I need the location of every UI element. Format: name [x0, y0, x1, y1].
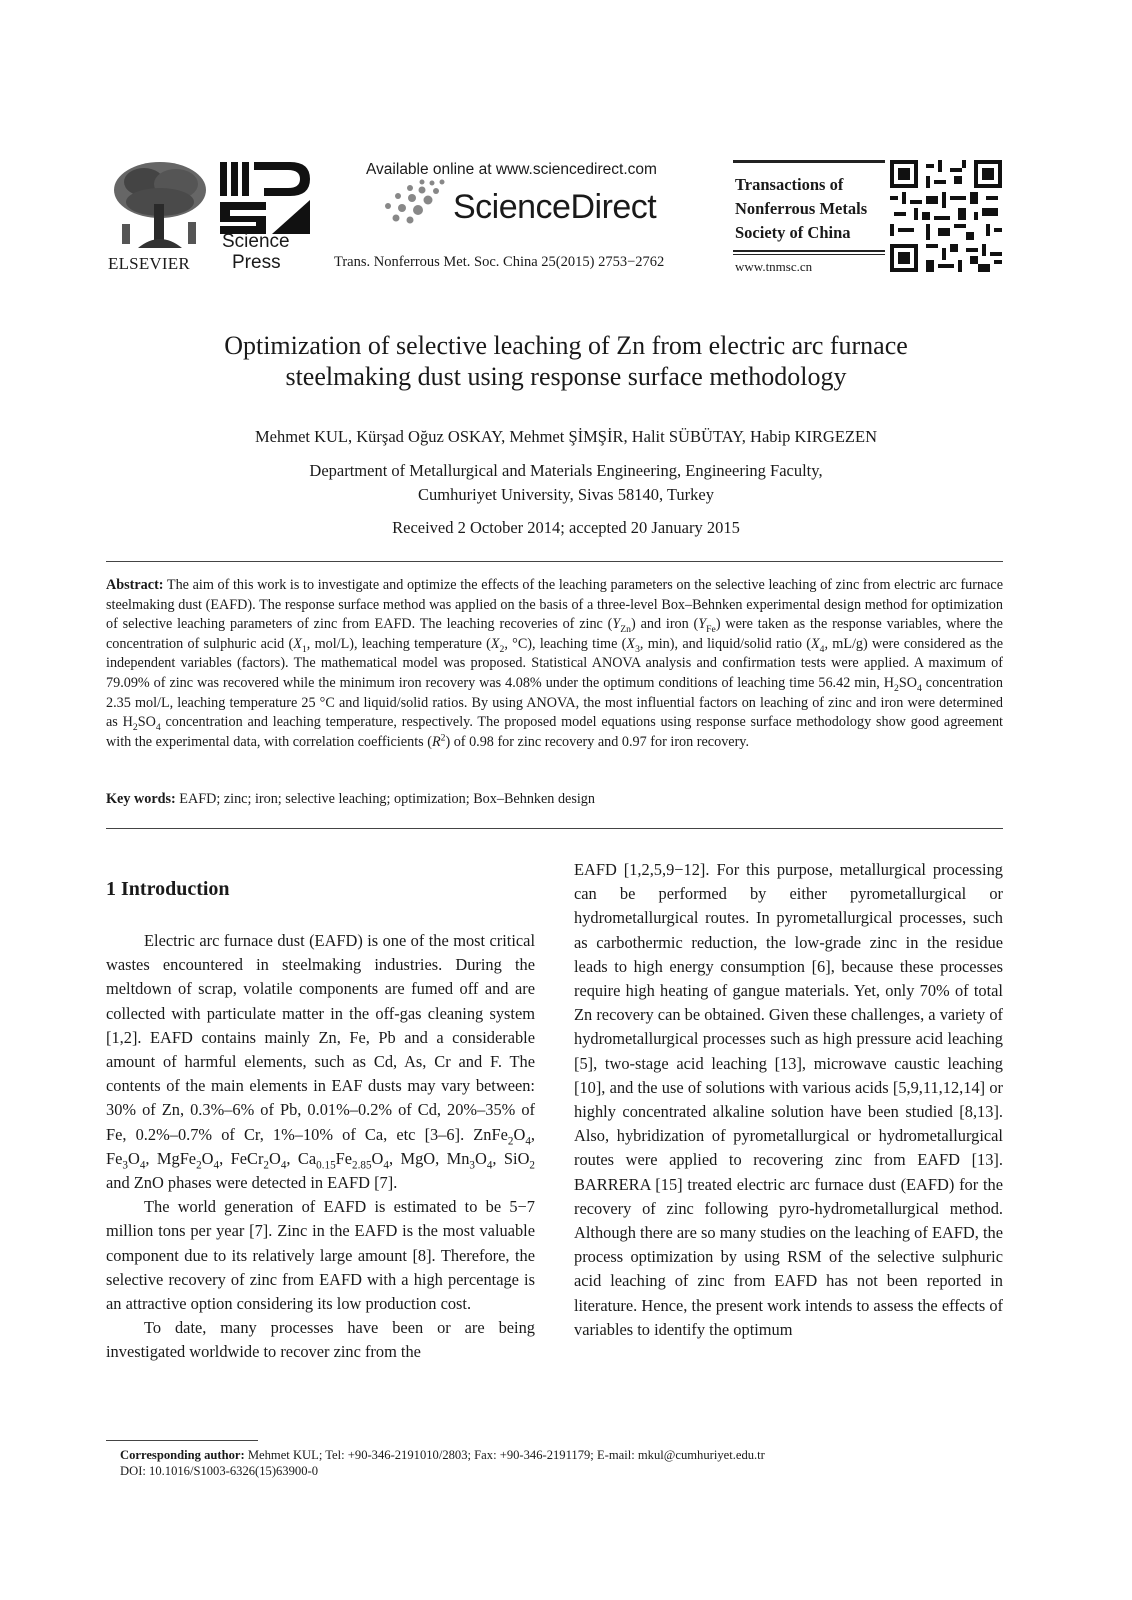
affiliation: Department of Metallurgical and Materials Engineering, Engineering Faculty, Cumhuriyet University, Sivas 58140, Turkey [309, 461, 823, 504]
journal-citation: Trans. Nonferrous Met. Soc. China 25(2015) 2753−2762 [334, 254, 665, 270]
journal-url: www.tnmsc.cn [735, 259, 813, 274]
qr-code [890, 160, 1002, 272]
footnote-rule [106, 1440, 258, 1441]
paragraph: EAFD [1,2,5,9−12]. For this purpose, metallurgical processing can be performed by either pyrometallurgical or hydrometallurgical routes. In pyrometallurgical processes, such as carbothermic reduction, the low-grade zinc in the residue leads to high energy consumption [6], because these processes require high heating of gangue materials. Yet, only 70% of total Zn recovery can be obtained. Given these challenges, a variety of hydrometallurgical processes such as high pressure acid leaching [5], two-stage acid leaching [13], microwave caustic leaching [10], and the use of solutions with various acids [5,9,11,12,14] or highly concentrated alkaline solution have been studied [8,13]. Also, hybridization of pyrometallurgical or hydrometallurgical routes were applied to recovering zinc from EAFD [13]. BARRERA [15] treated electric arc furnace dust (EAFD) for the recovery of zinc following pyro-hydrometallurgical method. Although there are so many studies on the leaching of EAFD, the process optimization by using RSM of the selective sulphuric acid leaching of zinc from EAFD has not been reported in literature. Hence, the present work intends to assess the effects of variables to identify the optimum [574, 860, 1003, 1339]
elsevier-wordmark: ELSEVIER [108, 254, 190, 273]
author-list: Mehmet KUL, Kürşad Oğuz OSKAY, Mehmet ŞİMŞİR, Halit SÜBÜTAY, Habip KIRGEZEN [254, 427, 877, 446]
science-press-wordmark: Science Press [222, 231, 290, 273]
abstract: Abstract: The aim of this work is to investigate and optimize the effects of the leaching parameters on the selective leaching of zinc from electric arc furnace steelmaking dust (EAFD). The response surface method was applied on the basis of a three-level Box–Behnken experimental design method for optimization of selective leaching parameters of zinc from EAFD. The leaching recoveries of zinc $(Y_{Zn})$ and iron $(Y_{Fe})$ were taken as the response variables, where the concentration of sulphuric acid ($X_1$, mol/L), leaching temperature ($X_2$, °C), leaching time ($X_3$, min), and liquid/solid ratio ($X_4$, mL/g) were considered as the independent variables (factors). The mathematical model was proposed. Statistical ANOVA analysis and confirmation tests were applied. A maximum of 79.09% of zinc was recovered while the minimum iron recovery was 4.08% under the optimum conditions of leaching time 56.42 min, $H_2SO_4$ concentration 2.35 mol/L, leaching temperature 25 °C and liquid/solid ratios. By using ANOVA, the most influential factors on leaching of zinc and iron were determined as $H_2SO_4$ concentration and leaching temperature, respectively. The proposed model equations using response surface methodology show good agreement with the experimental data, with correlation coefficients $(R^2)$ of 0.98 for zinc recovery and 0.97 for iron recovery. [106, 577, 1003, 750]
footnote [120, 1447, 765, 1479]
doi: DOI: 10.1016/S1003-6326(15)63900-0 [120, 1464, 318, 1478]
abstract-rule-top [106, 561, 1003, 562]
journal-rule-mid-thin [733, 254, 885, 255]
received-dates: Received 2 October 2014; accepted 20 January 2015 [392, 518, 740, 537]
paragraph: To date, many processes have been or are being investigated worldwide to recover zinc from the [106, 1318, 535, 1362]
paragraph: The world generation of EAFD is estimated to be 5−7 million tons per year [7]. Zinc in the EAFD is the most valuable component due to its relatively large amount [8]. Therefore, the selective recovery of zinc from EAFD with a high percentage is an attractive option considering its low production cost. [106, 1197, 535, 1314]
section-heading-introduction: 1 Introduction [106, 878, 230, 900]
abstract-rule-bottom [106, 828, 1003, 829]
sciencedirect-dots-logo [380, 178, 450, 224]
keywords: Key words: EAFD; zinc; iron; selective leaching; optimization; Box–Behnken design [106, 791, 595, 807]
column-left [106, 929, 535, 1365]
journal-rule-top [733, 160, 885, 163]
column-right [574, 858, 1003, 1342]
science-press-logo [220, 162, 310, 234]
corresponding-author: Corresponding author: Mehmet KUL; Tel: +90-346-2191010/2803; Fax: +90-346-2191179; E-mail: mkul@cumhuriyet.edu.tr [120, 1448, 765, 1462]
paper-title: Optimization of selective leaching of Zn from electric arc furnace steelmaking dust using response surface methodology [224, 331, 908, 391]
journal-name: Transactions of Nonferrous Metals Society of China [735, 175, 868, 242]
paragraph: Electric arc furnace dust (EAFD) is one of the most critical wastes encountered in steelmaking industries. During the meltdown of scrap, volatile components are fumed off and are collected with particulate matter in the off-gas cleaning system [1,2]. EAFD contains mainly Zn, Fe, Pb and a considerable amount of harmful elements, such as Cd, As, Cr and F. The contents of the main elements in EAF dusts may vary between: 30% of Zn, 0.3%–6% of Pb, 0.01%–0.2% of Cd, 20%–35% of Fe, 0.2%–0.7% of Cr, 1%–10% of Ca, etc [3–6]. $ZnFe_2O_4$, $Fe_3O_4$, $MgFe_2O_4$, $FeCr_2O_4$, $Ca_{0.15}Fe_{2.85}O_4$, MgO, $Mn_3O_4$, SiO$_2$ and ZnO phases were detected in EAFD [7]. [106, 931, 535, 1193]
sciencedirect-wordmark: ScienceDirect [453, 188, 657, 226]
journal-rule-mid [733, 250, 885, 252]
elsevier-tree-logo [108, 160, 212, 252]
available-online-text: Available online at www.sciencedirect.com [366, 161, 657, 178]
